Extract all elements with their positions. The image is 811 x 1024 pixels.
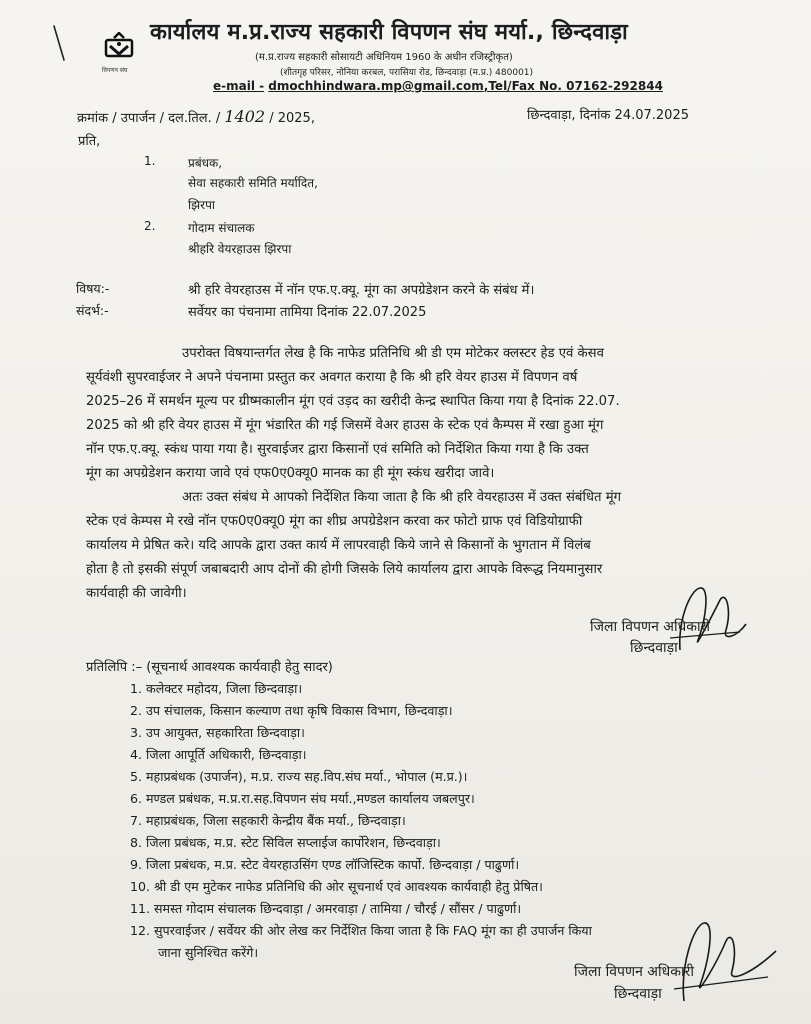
cc-item: 9. जिला प्रबंधक, म.प्र. स्टेट वेयरहाउसिंग एण्ड लॉजिस्टिक कार्पो. छिन्दवाड़ा / पाढुर्णा।: [130, 857, 520, 872]
body-line: होता है तो इसकी संपूर्ण जबाबदारी आप दोनों की होगी जिसके लिये कार्यालय द्वारा आपके विरूद्ध नियमानुसार: [86, 562, 603, 577]
pen-mark: [52, 24, 66, 62]
federation-logo-icon: [104, 32, 134, 60]
cc-item: 12. सुपरवाईजर / सर्वेयर की ओर लेख कर निर्देशित किया जाता है कि FAQ मूंग का ही उपार्जन किया: [130, 923, 592, 938]
email-address: dmochhindwara.mp@gmail.com: [268, 79, 484, 93]
recipient-2-line: गोदाम संचालक: [188, 221, 255, 235]
email-label: e-mail -: [213, 79, 265, 93]
cc-item: 3. उप आयुक्त, सहकारिता छिन्दवाड़ा।: [130, 725, 305, 740]
body-line: मूंग का अपग्रेडेशन कराया जावे एवं एफ0ए0क्यू0 मानक का ही मूंग स्कंध खरीदा जावे।: [86, 466, 495, 481]
registration-line: (म.प्र.राज्य सहकारी सोसायटी अधिनियम 1960 के अधीन रजिस्ट्रीकृत): [255, 52, 513, 63]
signatory-title: जिला विपणन अधिकारी: [590, 619, 710, 635]
recipient-1-number: 1.: [144, 154, 156, 168]
reference-number-line: [77, 107, 315, 126]
signatory-place: छिन्दवाड़ा: [630, 640, 678, 656]
body-line: 2025 को श्री हरि वेयर हाउस में मूंग भंडारित की गई जिसमें वेअर हाउस के स्टेक एवं कैम्पस में रखा हुआ मूंग: [86, 418, 604, 433]
reference-text: सर्वेयर का पंचनामा तामिया दिनांक 22.07.2025: [188, 305, 427, 320]
organization-name: कार्यालय म.प्र.राज्य सहकारी विपणन संघ मर्या., छिन्दवाड़ा: [150, 20, 628, 45]
cc-item: 7. महाप्रबंधक, जिला सहकारी केन्द्रीय बैंक मर्या., छिन्दवाड़ा।: [130, 813, 406, 828]
reference-year: / 2025,: [269, 111, 315, 126]
recipient-2-line: श्रीहरि वेयरहाउस झिरपा: [188, 242, 292, 256]
body-line: स्टेक एवं केम्पस मे रखे नॉन एफ0ए0क्यू0 मूंग का शीघ्र अपग्रेडेशन करवा कर फोटो ग्राफ एवं विडियोग्राफी: [86, 514, 583, 529]
cc-item: जाना सुनिश्चित करेंगे।: [158, 945, 259, 960]
recipient-2-number: 2.: [144, 219, 156, 233]
phone-number: ,Tel/Fax No. 07162-292844: [483, 79, 663, 93]
signatory-place: छिन्दवाड़ा: [614, 986, 662, 1002]
place-date: छिन्दवाड़ा, दिनांक 24.07.2025: [527, 108, 689, 123]
body-line: कार्यालय मे प्रेषित करे। यदि आपके द्वारा उक्त कार्य में लापरवाही किये जाने से किसानों के भुगतान में विलंब: [86, 538, 591, 553]
reference-prefix: क्रमांक / उपार्जन / दल.तिल. /: [77, 111, 221, 126]
body-line: नॉन एफ.ए.क्यू. स्कंध पाया गया है। सुरवाईजर द्वारा किसानों एवं समिति को निर्देशित किया गया है कि उक्त: [86, 442, 589, 457]
body-line: 2025–26 में समर्थन मूल्य पर ग्रीष्मकालीन मूंग एवं उड़द का खरीदी केन्द्र स्थापित किया गया है दिनांक 22.07.: [86, 394, 620, 409]
cc-item: 4. जिला आपूर्ति अधिकारी, छिन्दवाड़ा।: [130, 747, 307, 762]
cc-item: 2. उप संचालक, किसान कल्याण तथा कृषि विकास विभाग, छिन्दवाड़ा।: [130, 703, 453, 718]
cc-item: 10. श्री डी एम मुटेकर नाफेड प्रतिनिधि की ओर सूचनार्थ एवं आवश्यक कार्यवाही हेतु प्रेषित।: [130, 879, 543, 894]
reference-label: संदर्भ:-: [76, 303, 109, 318]
subject-text: श्री हरि वेयरहाउस में नॉन एफ.ए.क्यू. मूंग का अपग्रेडेशन करने के संबंध में।: [188, 283, 535, 298]
to-label: प्रति,: [78, 134, 101, 149]
body-line: सूर्यवंशी सुपरवाईजर ने अपने पंचनामा प्रस्तुत कर अवगत कराया है कि श्री हरि वेयर हाउस में विपणन वर्ष: [86, 370, 578, 385]
body-line: अतः उक्त संबंध मे आपको निर्देशित किया जाता है कि श्री हरि वेयरहाउस में उक्त संबंधित मूंग: [182, 490, 622, 505]
cc-item: 8. जिला प्रबंधक, म.प्र. स्टेट सिविल सप्लाईज कार्पोरेशन, छिन्दवाड़ा।: [130, 835, 441, 850]
signature-scribble: [660, 905, 780, 1015]
cc-item: 6. मण्डल प्रबंधक, म.प्र.रा.सह.विपणन संघ मर्या.,मण्डल कार्यालय जबलपुर।: [130, 791, 475, 806]
recipient-1-line: प्रबंधक,: [188, 156, 223, 170]
subject-label: विषय:-: [76, 281, 110, 296]
logo-caption: विपणन संघ: [102, 67, 128, 74]
recipient-1-line: सेवा सहकारी समिति मर्यादित,: [188, 176, 318, 190]
recipient-1-line: झिरपा: [188, 198, 216, 212]
cc-item: 1. कलेक्टर महोदय, जिला छिन्दवाड़ा।: [130, 681, 303, 696]
contact-line: [213, 79, 663, 93]
cc-item: 11. समस्त गोदाम संचालक छिन्दवाड़ा / अमरवाड़ा / तामिया / चौरई / सौंसर / पाढुर्णा।: [130, 901, 522, 916]
body-line: कार्यवाही की जावेगी।: [86, 586, 187, 601]
body-line: उपरोक्त विषयान्तर्गत लेख है कि नाफेड प्रतिनिधि श्री डी एम मोटेकर क्लस्टर हेड एवं केसव: [182, 346, 604, 361]
cc-label: प्रतिलिपि :– (सूचनार्थ आवश्यक कार्यवाही हेतु सादर): [86, 660, 333, 675]
signatory-title: जिला विपणन अधिकारी: [574, 964, 694, 980]
handwritten-number: 1402: [224, 107, 266, 126]
cc-item: 5. महाप्रबंधक (उपार्जन), म.प्र. राज्य सह.विप.संघ मर्या., भोपाल (म.प्र.)।: [130, 769, 468, 784]
address-line: (शीतगृह परिसर, नोनिया करबल, परासिया रोड, छिन्दवाड़ा (म.प्र.) 480001): [280, 68, 534, 78]
